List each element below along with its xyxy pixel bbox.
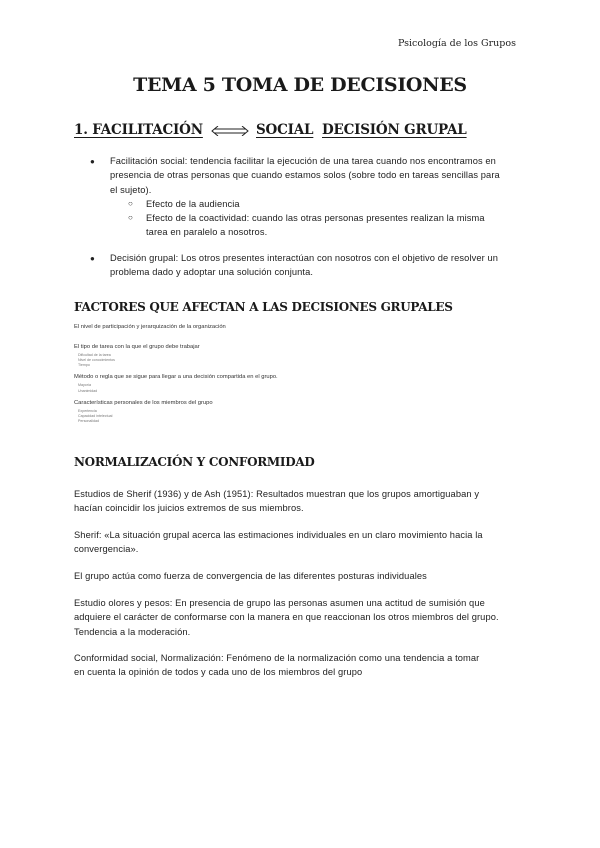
bullet-2-line: problema dado y adoptar una solución conjunta. bbox=[110, 267, 314, 278]
image-sub-line: Mayoría bbox=[78, 383, 91, 387]
paragraph bbox=[74, 528, 526, 557]
paragraph bbox=[74, 596, 526, 639]
sub-bullet-circle-icon: ○ bbox=[128, 199, 133, 208]
sub-bullet-line: Efecto de la coactividad: cuando las otras personas presentes realizan la misma bbox=[146, 213, 485, 223]
bullet-1-line: presencia de otras personas que cuando estamos solos (sobre todo en tareas sencillas para bbox=[110, 170, 500, 181]
section1-left-heading: 1. FACILITACIÓN bbox=[74, 122, 203, 138]
section3-heading: NORMALIZACIÓN Y CONFORMIDAD bbox=[74, 455, 315, 469]
factors-image bbox=[74, 322, 334, 430]
bullet-dot-icon: ● bbox=[90, 157, 95, 166]
section1-middle-heading: SOCIAL bbox=[256, 122, 314, 138]
sub-bullet-1-text bbox=[146, 197, 526, 211]
paragraph bbox=[74, 569, 526, 583]
paragraph bbox=[74, 487, 526, 516]
paragraph-line: El grupo actúa como fuerza de convergencia de las diferentes posturas individuales bbox=[74, 571, 427, 581]
paragraph-line: Conformidad social, Normalización: Fenómeno de la normalización como una tendencia a tomar bbox=[74, 653, 480, 663]
section2-heading: FACTORES QUE AFECTAN A LAS DECISIONES GRUPALES bbox=[74, 300, 453, 314]
image-line: Características personales de los miembros del grupo bbox=[74, 400, 213, 406]
paragraph bbox=[74, 651, 526, 680]
paragraph-line: Estudios de Sherif (1936) y de Ash (1951): Resultados muestran que los grupos amortiguaban y bbox=[74, 489, 480, 499]
sub-bullet-2-text bbox=[146, 211, 526, 240]
image-sub-line: Dificultad de la tarea bbox=[78, 353, 111, 357]
sub-bullet-line: Efecto de la audiencia bbox=[146, 199, 240, 209]
bullet-2-text bbox=[110, 251, 530, 280]
image-sub-line: Nivel de conocimientos bbox=[78, 358, 115, 362]
paragraph-line: Tendencia a la moderación. bbox=[74, 626, 191, 637]
image-line: El tipo de tarea con la que el grupo debe trabajar bbox=[74, 344, 200, 350]
paragraph-line: Sherif: «La situación grupal acerca las estimaciones individuales en un claro movimiento hacia la bbox=[74, 530, 483, 540]
bullet-dot-icon: ● bbox=[90, 254, 95, 263]
image-line: Método o regla que se sigue para llegar a una decisión compartida en el grupo. bbox=[74, 374, 278, 380]
bullet-1-line: Facilitación social: tendencia facilitar la ejecución de una tarea cuando nos encontramos en bbox=[110, 156, 496, 166]
paragraph-line: hacían coincidir los juicios extremos de sus miembros. bbox=[74, 503, 304, 514]
bullet-1-line: el sujeto). bbox=[110, 184, 152, 195]
bullet-2-line: Decisión grupal: Los otros presentes interactúan con nosotros con el objetivo de resolver un bbox=[110, 253, 499, 263]
paragraph-line: adquiere el carácter de conformarse con la manera en que reaccionan los otros miembros del grupo. bbox=[74, 612, 499, 623]
double-arrow-icon bbox=[210, 126, 250, 136]
sub-bullet-line: tarea en paralelo a nosotros. bbox=[146, 227, 268, 238]
running-header: Psicología de los Grupos bbox=[398, 38, 516, 49]
sub-bullet-circle-icon: ○ bbox=[128, 213, 133, 222]
image-sub-line: Personalidad bbox=[78, 419, 99, 423]
page-title: TEMA 5 TOMA DE DECISIONES bbox=[133, 74, 467, 96]
paragraph-line: en cuenta la opinión de todos y cada uno de los miembros del grupo bbox=[74, 667, 363, 678]
bullet-1-text bbox=[110, 154, 530, 197]
section1-right-heading: DECISIÓN GRUPAL bbox=[322, 122, 467, 138]
image-sub-line: Experiencia bbox=[78, 409, 97, 413]
paragraph-line: convergencia». bbox=[74, 544, 139, 555]
image-sub-line: Unanimidad bbox=[78, 389, 98, 393]
image-sub-line: Capacidad intelectual bbox=[78, 414, 113, 418]
image-line: El nivel de participación y jerarquización de la organización bbox=[74, 324, 226, 330]
paragraph-line: Estudio olores y pesos: En presencia de grupo las personas asumen una actitud de sumisión que bbox=[74, 598, 485, 608]
image-sub-line: Tiempo bbox=[78, 363, 90, 367]
